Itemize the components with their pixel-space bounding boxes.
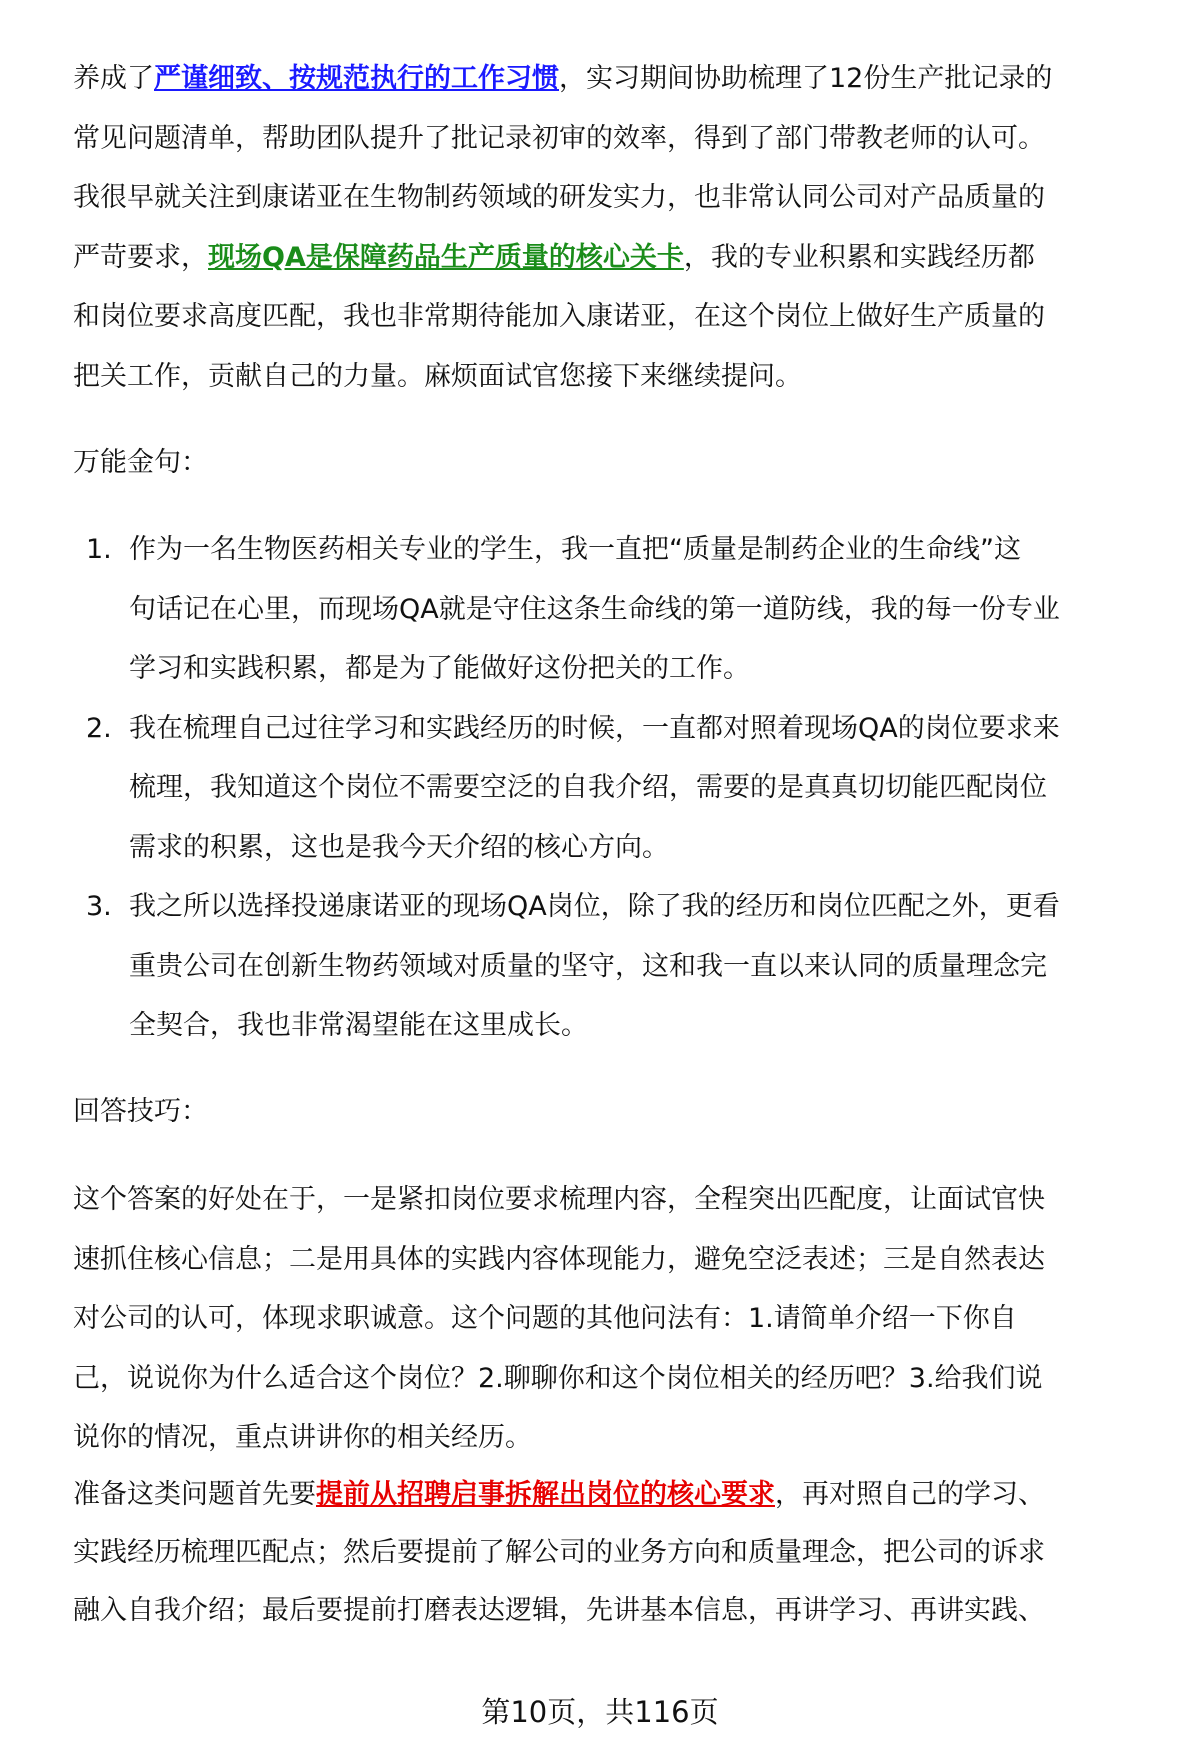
text-line: 我之所以选择投递康诺亚的现场QA岗位，除了我的经历和岗位匹配之外，更看	[129, 891, 1060, 922]
page-number: 第10页，共116页	[481, 1695, 719, 1729]
text-line: 和岗位要求高度匹配，我也非常期待能加入康诺亚，在这个岗位上做好生产质量的	[73, 301, 1045, 332]
text: ，再对照自己的学习、	[775, 1479, 1045, 1510]
heading-answer-tips: 回答技巧：	[73, 1096, 208, 1127]
paragraph-tips	[73, 1170, 1173, 1468]
paragraph-preparation	[73, 1466, 1173, 1640]
text-line: 实践经历梳理匹配点；然后要提前了解公司的业务方向和质量理念，把公司的诉求	[73, 1537, 1045, 1568]
heading-golden-sentences: 万能金句：	[73, 447, 208, 478]
text-line: 说你的情况，重点讲讲你的相关经历。	[73, 1422, 532, 1453]
list-item	[73, 877, 1173, 1056]
list-number: 1.	[86, 534, 112, 565]
text: 准备这类问题首先要	[73, 1479, 316, 1510]
text-line: 速抓住核心信息；二是用具体的实践内容体现能力，避免空泛表述；三是自然表达	[73, 1243, 1045, 1275]
text: 严苛要求，	[73, 241, 208, 273]
text-line: 我在梳理自己过往学习和实践经历的时候，一直都对照着现场QA的岗位要求来	[129, 712, 1060, 744]
text-line: 融入自我介绍；最后要提前打磨表达逻辑，先讲基本信息，再讲学习、再讲实践、	[73, 1595, 1045, 1626]
list-number: 3.	[86, 891, 112, 922]
text-line: 常见问题清单，帮助团队提升了批记录初审的效率，得到了部门带教老师的认可。	[73, 122, 1045, 154]
list-item	[73, 520, 1173, 699]
text-line: 学习和实践积累，都是为了能做好这份把关的工作。	[129, 653, 750, 684]
text-line: 全契合，我也非常渴望能在这里成长。	[129, 1010, 588, 1041]
golden-sentence-list	[73, 520, 1173, 1056]
text-line: 把关工作，贡献自己的力量。麻烦面试官您接下来继续提问。	[73, 360, 802, 392]
highlight-green: 现场QA是保障药品生产质量的核心关卡	[208, 241, 684, 273]
text-line: 作为一名生物医药相关专业的学生，我一直把“质量是制药企业的生命线”这	[129, 534, 1021, 565]
text: ，我的专业积累和实践经历都	[683, 241, 1035, 273]
text-line: 对公司的认可，体现求职诚意。这个问题的其他问法有：1.请简单介绍一下你自	[73, 1303, 1017, 1334]
list-item	[73, 699, 1173, 878]
highlight-blue: 严谨细致、按规范执行的工作习惯	[154, 63, 559, 94]
text-line: 重贵公司在创新生物药领域对质量的坚守，这和我一直以来认同的质量理念完	[129, 950, 1047, 982]
text: 养成了	[73, 63, 154, 94]
highlight-red: 提前从招聘启事拆解出岗位的核心要求	[316, 1479, 775, 1510]
text: ，实习期间协助梳理了12份生产批记录的	[559, 63, 1053, 94]
paragraph-intro-ending	[73, 49, 1173, 406]
list-number: 2.	[86, 712, 112, 744]
text-line: 句话记在心里，而现场QA就是守住这条生命线的第一道防线，我的每一份专业	[129, 593, 1060, 625]
text-line: 需求的积累，这也是我今天介绍的核心方向。	[129, 831, 669, 863]
text-line: 我很早就关注到康诺亚在生物制药领域的研发实力，也非常认同公司对产品质量的	[73, 182, 1045, 213]
text-line: 梳理，我知道这个岗位不需要空泛的自我介绍，需要的是真真切切能匹配岗位	[129, 772, 1047, 803]
text-line: 这个答案的好处在于，一是紧扣岗位要求梳理内容，全程突出匹配度，让面试官快	[73, 1184, 1045, 1215]
text-line: 己，说说你为什么适合这个岗位？2.聊聊你和这个岗位相关的经历吧？3.给我们说	[73, 1362, 1043, 1394]
